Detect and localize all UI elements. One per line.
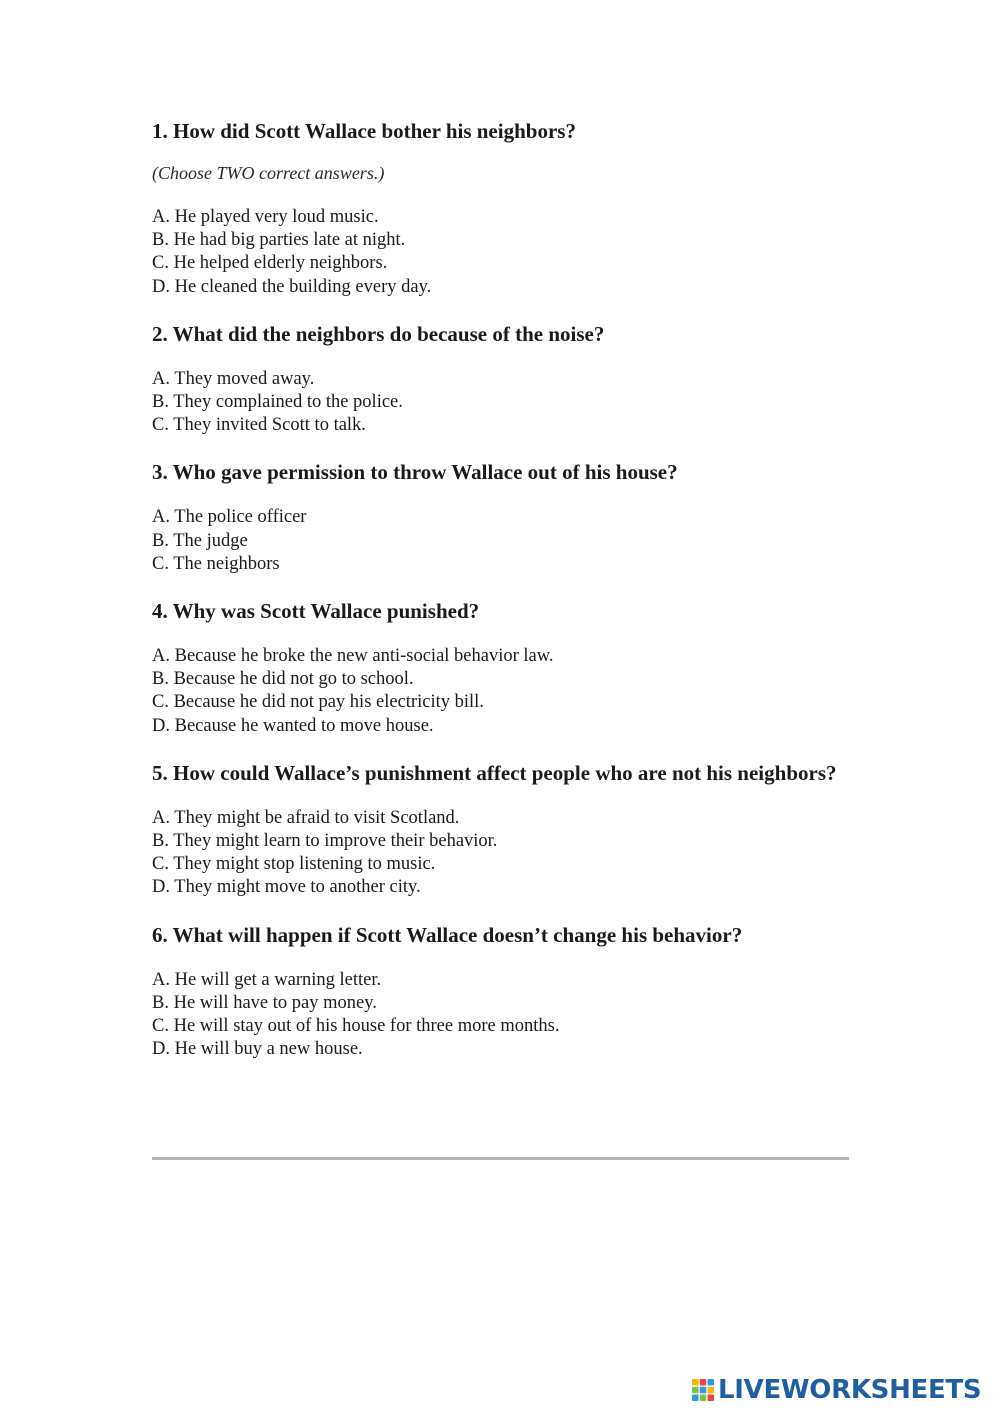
- question-2: [152, 321, 852, 438]
- answer-option-a[interactable]: A. He played very loud music.: [152, 207, 379, 227]
- answer-option-b[interactable]: B. He will have to pay money.: [152, 992, 377, 1013]
- answer-options: [152, 368, 852, 438]
- question-title: 6. What will happen if Scott Wallace doesn’t change his behavior?: [152, 922, 743, 947]
- answer-option-d[interactable]: D. He cleaned the building every day.: [152, 276, 432, 297]
- answer-option-d[interactable]: D. He will buy a new house.: [152, 1039, 363, 1060]
- brand-name: LIVEWORKSHEETS: [718, 1375, 982, 1405]
- liveworksheets-brand[interactable]: [691, 1375, 981, 1405]
- answer-option-c[interactable]: C. He helped elderly neighbors.: [152, 253, 388, 274]
- answer-option-a[interactable]: A. Because he broke the new anti-social behavior law.: [152, 646, 554, 667]
- question-instruction: (Choose TWO correct answers.): [152, 163, 385, 183]
- answer-option-a[interactable]: A. He will get a warning letter.: [152, 969, 382, 990]
- answer-option-b[interactable]: B. He had big parties late at night.: [152, 230, 406, 251]
- question-5: [152, 760, 852, 900]
- answer-option-c[interactable]: C. Because he did not pay his electricity bill.: [152, 692, 484, 713]
- answer-option-b[interactable]: B. They complained to the police.: [152, 392, 403, 413]
- answer-options: [152, 206, 852, 299]
- question-title: 2. What did the neighbors do because of the noise?: [152, 321, 605, 346]
- answer-option-c[interactable]: C. He will stay out of his house for three more months.: [152, 1016, 560, 1037]
- answer-option-b[interactable]: B. The judge: [152, 530, 248, 551]
- answer-options: [152, 807, 852, 900]
- answer-option-c[interactable]: C. They invited Scott to talk.: [152, 415, 366, 436]
- answer-option-a[interactable]: A. The police officer: [152, 507, 307, 528]
- answer-options: [152, 645, 852, 738]
- question-title: 4. Why was Scott Wallace punished?: [152, 599, 480, 624]
- answer-option-a[interactable]: A. They moved away.: [152, 368, 315, 389]
- question-title: 3. Who gave permission to throw Wallace out of his house?: [152, 460, 678, 485]
- answer-option-c[interactable]: C. They might stop listening to music.: [152, 854, 436, 875]
- answer-option-d[interactable]: D. They might move to another city.: [152, 877, 421, 898]
- answer-option-b[interactable]: B. Because he did not go to school.: [152, 669, 414, 690]
- answer-option-a[interactable]: A. They might be afraid to visit Scotland.: [152, 807, 460, 828]
- worksheet: [152, 118, 852, 1083]
- answer-options: [152, 506, 852, 576]
- question-4: [152, 598, 852, 738]
- answer-option-c[interactable]: C. The neighbors: [152, 553, 280, 574]
- question-1: [152, 118, 852, 299]
- answer-options: [152, 969, 852, 1062]
- liveworksheets-logo-icon: [691, 1378, 715, 1402]
- question-title: 5. How could Wallace’s punishment affect people who are not his neighbors?: [152, 760, 837, 785]
- answer-option-b[interactable]: B. They might learn to improve their behavior.: [152, 831, 498, 852]
- question-6: [152, 922, 852, 1062]
- question-title: 1. How did Scott Wallace bother his neighbors?: [152, 119, 576, 143]
- section-divider: [152, 1157, 849, 1160]
- question-3: [152, 459, 852, 576]
- answer-option-d[interactable]: D. Because he wanted to move house.: [152, 715, 434, 736]
